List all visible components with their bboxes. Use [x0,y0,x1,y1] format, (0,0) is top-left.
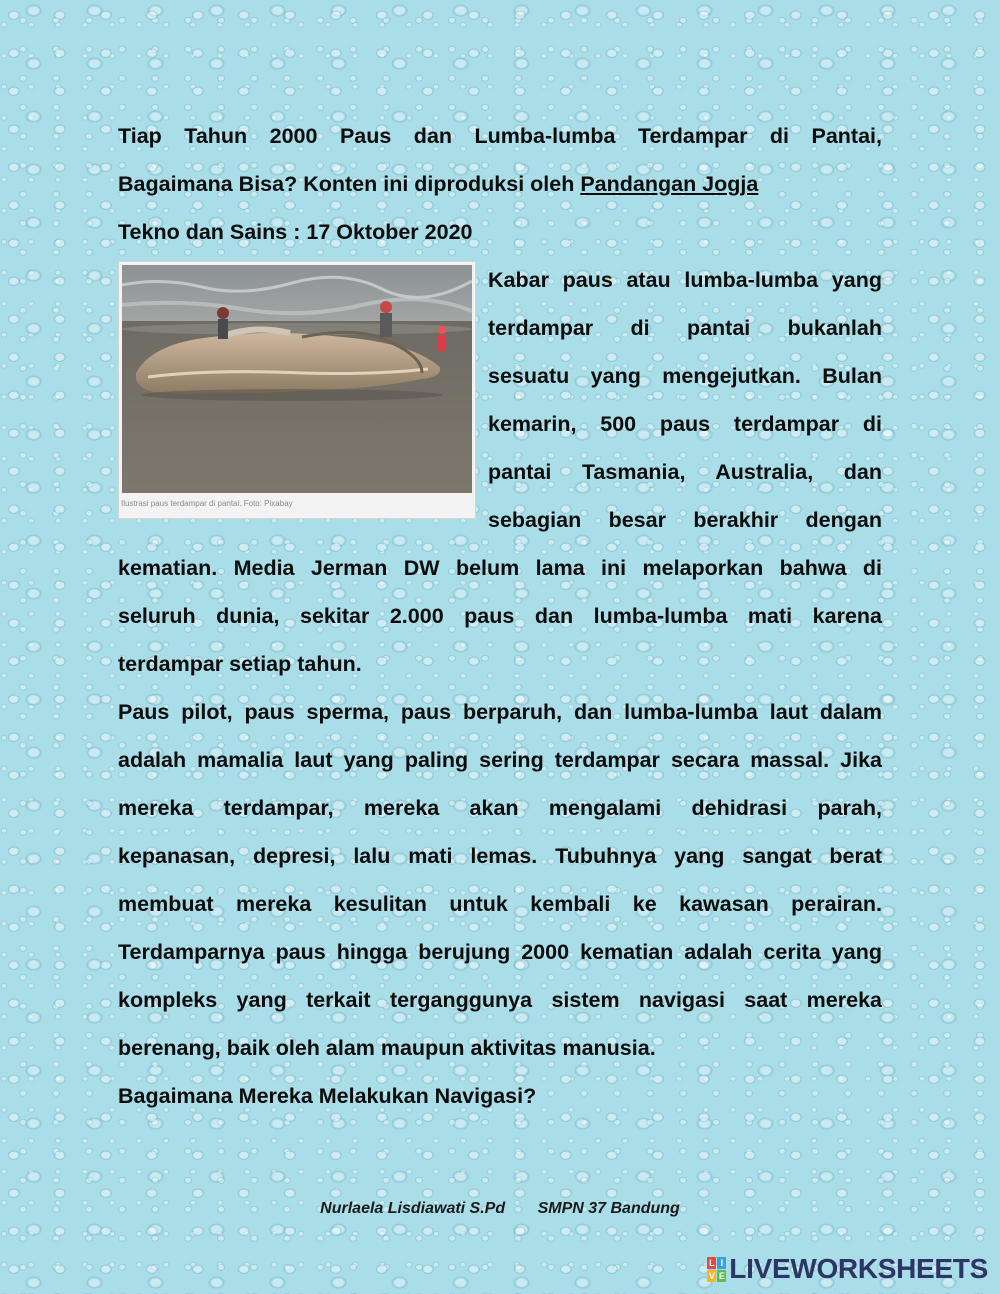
body-line: seluruh dunia, sekitar 2.000 paus dan lumba-lumba mati karena [118,604,882,628]
author-name: Nurlaela Lisdiawati S.Pd [320,1200,506,1217]
side-line: sesuatu yang mengejutkan. Bulan [488,364,882,388]
source-link[interactable]: Pandangan Jogja [580,172,759,196]
liveworksheets-brand[interactable] [707,1253,988,1285]
school-name: SMPN 37 Bandung [537,1200,680,1217]
liveworksheets-logo-icon [707,1257,726,1282]
side-line: terdampar di pantai bukanlah [488,316,882,340]
side-line: sebagian besar berakhir dengan [488,508,882,532]
stranded-whale-photo [122,265,472,493]
photo-caption: Ilustrasi paus terdampar di pantai. Foto: Pixabay [121,499,293,508]
body-line: adalah mamalia laut yang paling sering terdampar secara massal. Jika [118,748,882,772]
body-line: Paus pilot, paus sperma, paus berparuh, dan lumba-lumba laut dalam [118,700,882,724]
side-line: kemarin, 500 paus terdampar di [488,412,882,436]
side-line: pantai Tasmania, Australia, dan [488,460,882,484]
article-title-line1: Tiap Tahun 2000 Paus dan Lumba-lumba Terdampar di Pantai, [118,124,882,148]
side-line: Kabar paus atau lumba-lumba yang [488,268,882,292]
body-line: membuat mereka kesulitan untuk kembali ke kawasan perairan. [118,892,882,916]
worksheet-page [118,112,882,1120]
article-title-line2 [118,160,882,208]
logo-tile: L [709,1257,715,1268]
image-text-wrap [118,256,882,544]
body-line: terdampar setiap tahun. [118,652,362,676]
article-title-text: Bagaimana Bisa? Konten ini diproduksi oleh [118,172,581,196]
body-line: kepanasan, depresi, lalu mati lemas. Tubuhnya yang sangat berat [118,844,882,868]
article-photo [118,261,476,519]
side-text [488,256,882,544]
article-category-date: Tekno dan Sains : 17 Oktober 2020 [118,220,473,244]
page-footer [0,1200,1000,1218]
body-line: mereka terdampar, mereka akan mengalami dehidrasi parah, [118,796,882,820]
brand-name: LIVEWORKSHEETS [729,1253,988,1284]
body-line: kematian. Media Jerman DW belum lama ini melaporkan bahwa di [118,556,882,580]
body-line: kompleks yang terkait terganggunya sistem navigasi saat mereka [118,988,882,1012]
body-line: berenang, baik oleh alam maupun aktivitas manusia. [118,1036,656,1060]
logo-tile: V [708,1270,715,1281]
logo-tile: I [717,1257,726,1269]
body-line: Terdamparnya paus hingga berujung 2000 kematian adalah cerita yang [118,940,882,964]
section-subheading: Bagaimana Mereka Melakukan Navigasi? [118,1084,537,1108]
logo-tile: E [718,1270,725,1281]
